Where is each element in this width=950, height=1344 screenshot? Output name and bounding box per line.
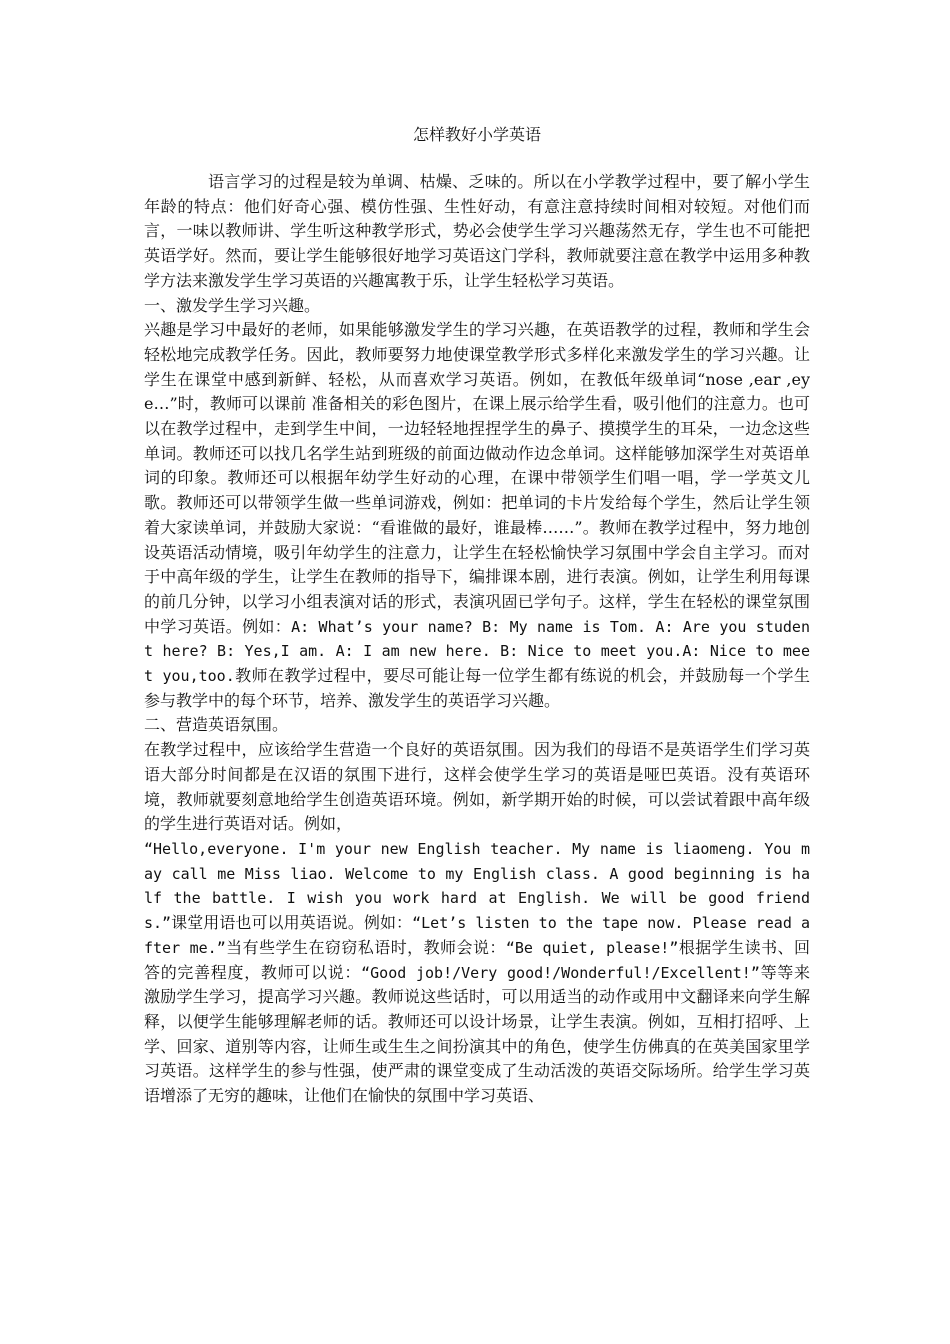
section-1-text-a: 兴趣是学习中最好的老师，如果能够激发学生的学习兴趣，在英语教学的过程，教师和学生会轻松地完成教学任务。因此，教师要努力地使课堂教学形式多样化来激发学生的学习兴趣。让学生在课堂中感到新鲜、轻松，从而喜欢学习英语。例如，在教低年级单词“nose ,ear ,eye…”时，教师可以课前 准备相关的彩色图片，在课上展示给学生看，吸引他们的注意力。也可以在教学过程中，走到学生中间，一边轻轻地捏捏学生的鼻子、摸摸学生的耳朵，一边念这些单词。教师还可以找几名学生站到班级的前面边做动作边念单词。这样能够加深学生对英语单词的印象。教师还可以根据年幼学生好动的心理，在课中带领学生们唱一唱，学一学英文儿歌。教师还可以带领学生做一些单词游戏，例如：把单词的卡片发给每个学生，然后让学生领着大家读单词，并鼓励大家说：“看谁做的最好，谁最棒……”。教师在教学过程中，努力地创设英语活动情境，吸引年幼学生的注意力，让学生在轻松愉快学习氛围中学会自主学习。而对于中高年级的学生，让学生在教师的指导下，编排课本剧，进行表演。例如，让学生利用每课的前几分钟，以学习小组表演对话的形式，表演巩固已学句子。这样，学生在轻松的课堂氛围中学习英语。例如： [144, 320, 810, 636]
section-1-text-c: 教师在教学过程中，要尽可能让每一位学生都有练说的机会，并鼓励每一个学生参与教学中的每个环节，培养、激发学生的英语学习兴趣。 [144, 666, 810, 710]
section-2-text-g: 根据学生读书、回答的完善程度，教师可以说： [144, 937, 810, 982]
document-title: 怎样教好小学英语 [412, 125, 541, 144]
section-2-text-a: 在教学过程中，应该给学生营造一个良好的英语氛围。因为我们的母语不是英语学生们学习英语大部分时间都是在汉语的氛围下进行，这样会使学生学习的英语是哑巴英语。没有英语环境，教师就要刻意地给学生创造英语环境。例如，新学期开始的时候，可以尝试着跟中高年级的学生进行英语对话。例如， [144, 740, 810, 834]
section-1-paragraph [144, 318, 810, 713]
section-1-heading: 一、激发学生学习兴趣。 [144, 295, 321, 315]
section-2-greeting: “Hello,everyone. I'm your new English teacher. My name is liaomeng. You may call me Miss liao. Welcome to my English class. A good beginning is half the battle. I wish you work hard at English. We will be good friends.” [144, 839, 810, 933]
intro-paragraph: 语言学习的过程是较为单调、枯燥、乏味的。所以在小学教学过程中，要了解小学生年龄的特点：他们好奇心强、模仿性强、生性好动，有意注意持续时间相对较短。对他们而言，一味以教师讲、学生听这种教学形式，势必会使学生学习兴趣荡然无存，学生也不可能把英语学好。然而，要让学生能够很好地学习英语这门学科，教师就要注意在教学中运用多种教学方法来激发学生学习英语的兴趣寓教于乐，让学生轻松学习英语。 [144, 172, 810, 290]
document-body [144, 170, 810, 1109]
section-2-text-i: 等等来激励学生学习，提高学习兴趣。教师说这些话时，可以用适当的动作或用中文翻译来向学生解释，以便学生能够理解老师的话。教师还可以设计场景，让学生表演。例如，互相打招呼、上学、回家、道别等内容，让师生或生生之间扮演其中的角色，使学生仿佛真的在英美国家里学习英语。这样学生的参与性强，使严肃的课堂变成了生动活泼的英语交际场所。给学生学习英语增添了无穷的趣味，让他们在愉快的氛围中学习英语、 [144, 962, 810, 1106]
section-2-classroom-phrase: “Let’s listen to the tape now. Please read after me.” [144, 914, 810, 957]
section-2-praise-phrase: “Good job!/Very good!/Wonderful!/Excellent!” [361, 963, 760, 982]
section-2-heading: 二、营造英语氛围。 [144, 715, 289, 735]
section-2-paragraph [144, 738, 810, 1109]
section-2-text-c: 课堂用语也可以用英语说。例如： [171, 913, 413, 933]
section-1-dialogue: A: What’s your name? B: My name is Tom. A: Are you student here? B: Yes,I am. A: I am new here. B: Nice to meet you.A: Nice to meet you,too. [144, 617, 810, 686]
section-2-quiet-phrase: “Be quiet, please!” [505, 938, 679, 957]
section-2-text-e: 当有些学生在窃窃私语时，教师会说： [225, 937, 506, 957]
